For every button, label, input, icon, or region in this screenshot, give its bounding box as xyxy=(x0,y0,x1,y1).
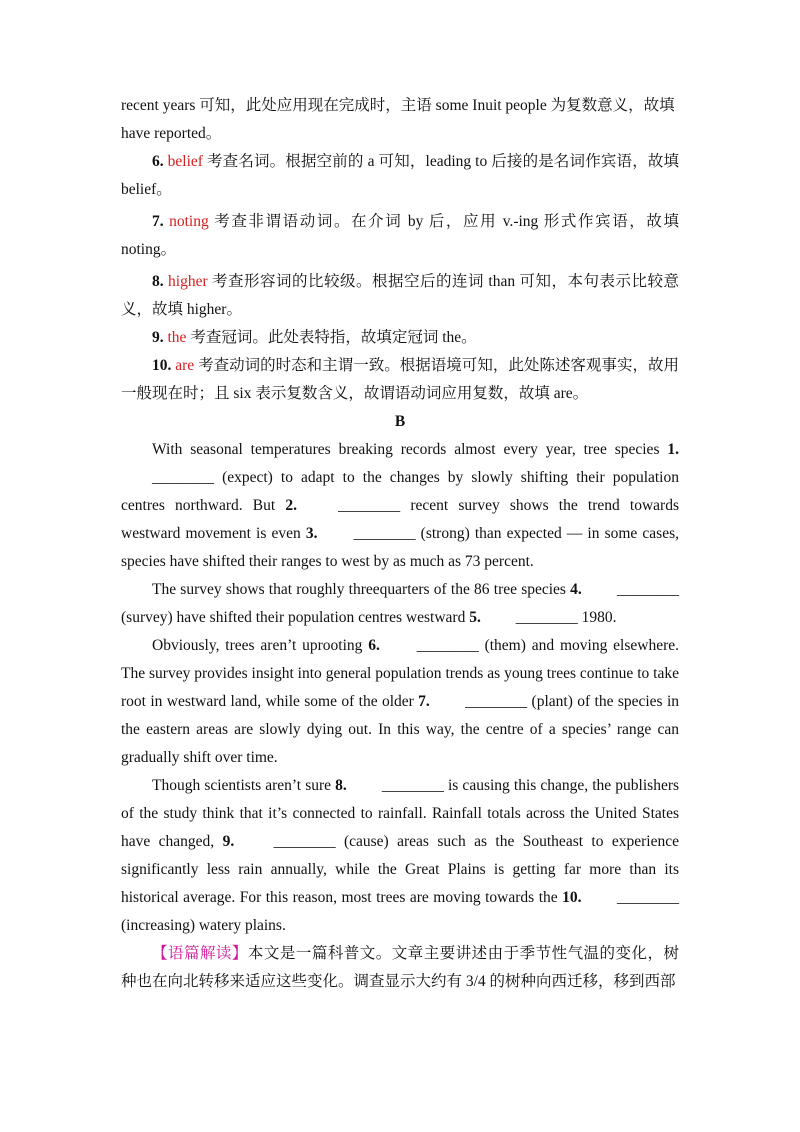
answer-item-7 xyxy=(121,208,679,264)
passage-text: 1980. xyxy=(577,609,617,626)
blank-1: ________ xyxy=(152,469,214,486)
answer-word: the xyxy=(167,329,187,346)
passage-text: Though scientists aren’t sure xyxy=(152,777,336,794)
discourse-analysis xyxy=(121,940,679,996)
blank-7: ________ xyxy=(465,693,528,710)
blank-6: ________ xyxy=(416,637,479,654)
analysis-text: 本文是一篇科普文。文章主要讲述由于季节性气温的变化，树种也在向北转移来适应这些变化。调查显示大约有 3/4 的树种向西迁移，移到西部 xyxy=(121,945,679,990)
answer-item-9 xyxy=(121,324,679,352)
answer-number: 10. xyxy=(152,357,172,374)
answer-number: 7. xyxy=(152,213,164,230)
answer-explanation: 考查非谓语动词。在介词 by 后，应用 v.-ing 形式作宾语，故填 noting。 xyxy=(121,213,680,258)
answer-intro-line1: recent years 可知，此处应用现在完成时，主语 some Inuit people 为复数意义，故填 xyxy=(121,97,675,114)
section-heading: B xyxy=(394,413,406,430)
blank-3: ________ xyxy=(353,525,416,542)
passage-paragraph-4 xyxy=(121,772,679,940)
passage-text: The survey shows that roughly threequarters of the 86 tree species xyxy=(152,581,571,598)
answer-explanation: 考查动词的时态和主谓一致。根据语境可知，此处陈述客观事实，故用一般现在时；且 six 表示复数含义，故谓语动词应用复数，故填 are。 xyxy=(121,357,679,402)
blank-number: 6. xyxy=(368,637,380,654)
passage-text: (them) and moving elsewhere. The survey provides insight into general population trends as young trees continue to take root in westward land, while some of the older xyxy=(121,637,679,710)
blank-number: 7. xyxy=(418,693,430,710)
answer-number: 9. xyxy=(152,329,164,346)
blank-number: 2. xyxy=(285,497,297,514)
answer-explanation: 考查形容词的比较级。根据空后的连词 than 可知，本句表示比较意义，故填 higher。 xyxy=(121,273,679,318)
analysis-tag: 【语篇解读】 xyxy=(152,945,248,962)
answer-item-6 xyxy=(121,148,679,204)
passage-text: With seasonal temperatures breaking records almost every year, tree species xyxy=(152,441,668,458)
answer-intro-line2: have reported。 xyxy=(121,125,222,142)
blank-8: ________ xyxy=(381,777,444,794)
blank-number: 9. xyxy=(222,833,235,850)
blank-2: ________ xyxy=(338,497,401,514)
blank-4: ________ xyxy=(617,581,680,598)
passage-paragraph-1 xyxy=(121,436,679,576)
blank-number: 4. xyxy=(570,581,582,598)
passage-paragraph-2 xyxy=(121,576,679,632)
answer-number: 6. xyxy=(152,153,164,170)
passage-text: (expect) to adapt to the changes by slowly shifting their population centres northward. But xyxy=(121,469,679,514)
blank-number: 10. xyxy=(562,889,582,906)
blank-number: 3. xyxy=(305,525,318,542)
passage-text: Obviously, trees aren’t uprooting xyxy=(152,637,369,654)
blank-number: 5. xyxy=(469,609,481,626)
answer-number: 8. xyxy=(152,273,164,290)
passage-text: (survey) have shifted their population centres westward xyxy=(121,609,470,626)
answer-word: noting xyxy=(169,213,209,230)
passage-text: recent survey shows the trend towards westward movement is even xyxy=(121,497,679,542)
passage-text: (strong) than expected — in some cases, species have shifted their ranges to west by as much as 73 percent. xyxy=(121,525,679,570)
answer-item-10 xyxy=(121,352,679,408)
passage-text: (increasing) watery plains. xyxy=(121,917,286,934)
blank-number: 1. xyxy=(667,441,679,458)
blank-10: ________ xyxy=(617,889,680,906)
passage-text: (plant) of the species in the eastern areas are slowly dying out. In this way, the centre of a species’ range can gradually shift over time. xyxy=(121,693,679,766)
answer-word: are xyxy=(175,357,195,374)
answer-explanation: 考查名词。根据空前的 a 可知，leading to 后接的是名词作宾语，故填 belief。 xyxy=(121,153,680,198)
blank-9: ________ xyxy=(273,833,336,850)
passage-text: (cause) areas such as the Southeast to experience significantly less rain annually, while the Great Plains is getting far more than its historical average. For this reason, most trees are moving towards the xyxy=(121,833,679,906)
blank-5: ________ xyxy=(515,609,578,626)
answer-intro xyxy=(121,92,679,148)
answer-word: belief xyxy=(167,153,203,170)
blank-number: 8. xyxy=(335,777,347,794)
answer-word: higher xyxy=(168,273,208,290)
passage-paragraph-3 xyxy=(121,632,679,772)
answer-explanation: 考查冠词。此处表特指，故填定冠词 the。 xyxy=(186,329,477,346)
document-page xyxy=(121,92,679,996)
passage-text: is causing this change, the publishers of the study think that it’s connected to rainfall. Rainfall totals across the United States have changed, xyxy=(121,777,680,850)
answer-item-8 xyxy=(121,268,679,324)
